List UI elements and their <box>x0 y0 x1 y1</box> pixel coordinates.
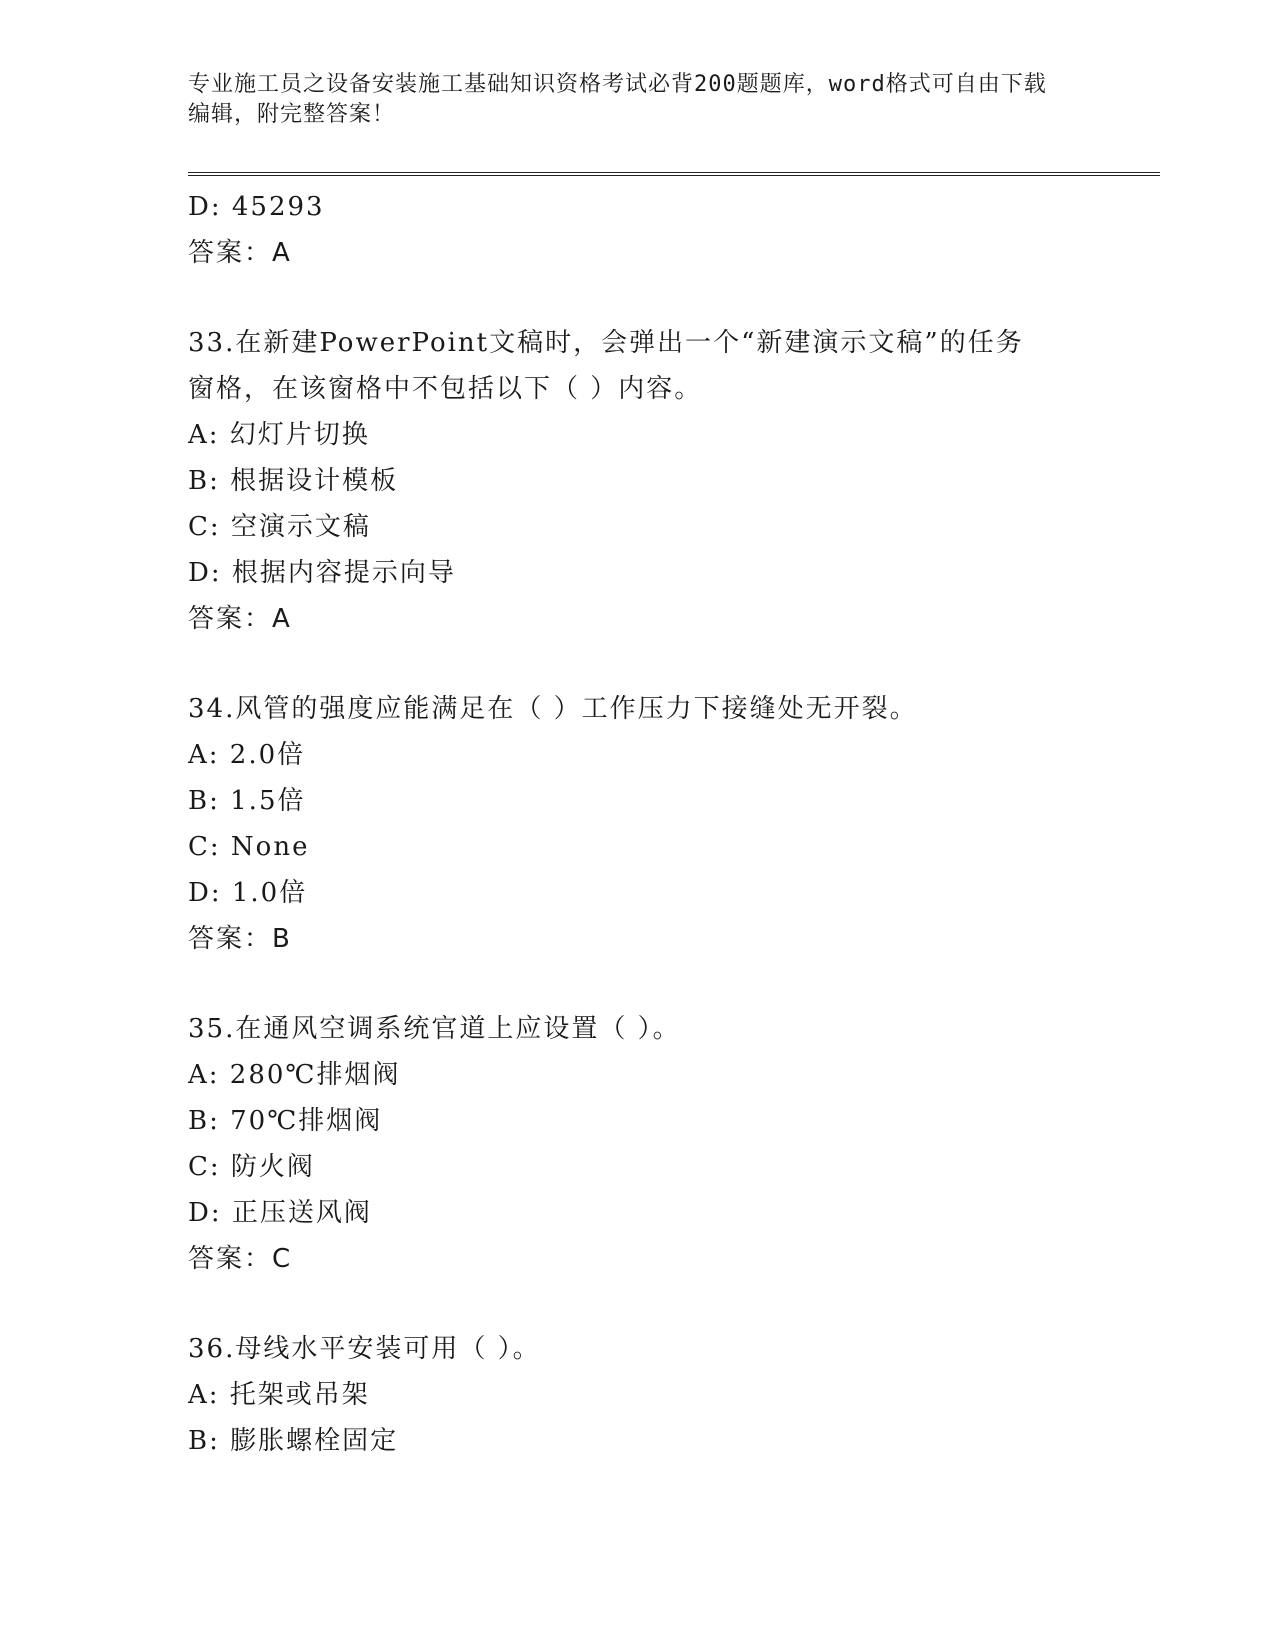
question-33-option-b: B: 根据设计模板 <box>188 466 399 496</box>
question-35-option-b: B: 70℃排烟阀 <box>188 1106 383 1136</box>
question-34-answer: 答案：B <box>188 924 292 954</box>
question-34-option-b: B: 1.5倍 <box>188 786 306 816</box>
header-double-rule <box>188 172 1160 176</box>
question-36-stem: 36.母线水平安装可用（ ）。 <box>188 1334 541 1364</box>
question-34-option-d: D: 1.0倍 <box>188 878 308 908</box>
question-36-option-b: B: 膨胀螺栓固定 <box>188 1426 399 1456</box>
question-35 <box>188 1006 1160 1282</box>
question-35-option-c: C: 防火阀 <box>188 1152 315 1182</box>
question-33 <box>188 320 1160 642</box>
spacer <box>188 1282 1160 1326</box>
document-header-title: 专业施工员之设备安装施工基础知识资格考试必背200题题库，word格式可自由下载编辑，附完整答案！ <box>188 72 1047 127</box>
question-35-option-a: A: 280℃排烟阀 <box>188 1060 401 1090</box>
question-35-answer: 答案：C <box>188 1244 293 1274</box>
prev-question-answer: 答案：A <box>188 238 292 268</box>
spacer <box>188 962 1160 1006</box>
question-33-stem-line-1: 33.在新建PowerPoint文稿时，会弹出一个“新建演示文稿”的任务 <box>188 328 1024 358</box>
question-36-option-a: A: 托架或吊架 <box>188 1380 370 1410</box>
question-33-option-a: A: 幻灯片切换 <box>188 420 370 450</box>
prev-question-option-d: D: 45293 <box>188 192 325 222</box>
question-34 <box>188 686 1160 962</box>
question-33-stem-line-2: 窗格，在该窗格中不包括以下（ ）内容。 <box>188 374 703 404</box>
question-33-option-d: D: 根据内容提示向导 <box>188 558 456 588</box>
question-34-option-a: A: 2.0倍 <box>188 740 306 770</box>
question-35-stem: 35.在通风空调系统官道上应设置（ ）。 <box>188 1014 681 1044</box>
spacer <box>188 276 1160 320</box>
question-36 <box>188 1326 1160 1464</box>
question-list <box>188 184 1160 1464</box>
spacer <box>188 642 1160 686</box>
question-34-stem: 34.风管的强度应能满足在（ ）工作压力下接缝处无开裂。 <box>188 694 918 724</box>
question-35-option-d: D: 正压送风阀 <box>188 1198 372 1228</box>
question-33-option-c: C: 空演示文稿 <box>188 512 371 542</box>
question-34-option-c: C: None <box>188 832 310 862</box>
question-33-answer: 答案：A <box>188 604 292 634</box>
document-page <box>188 70 1160 1464</box>
